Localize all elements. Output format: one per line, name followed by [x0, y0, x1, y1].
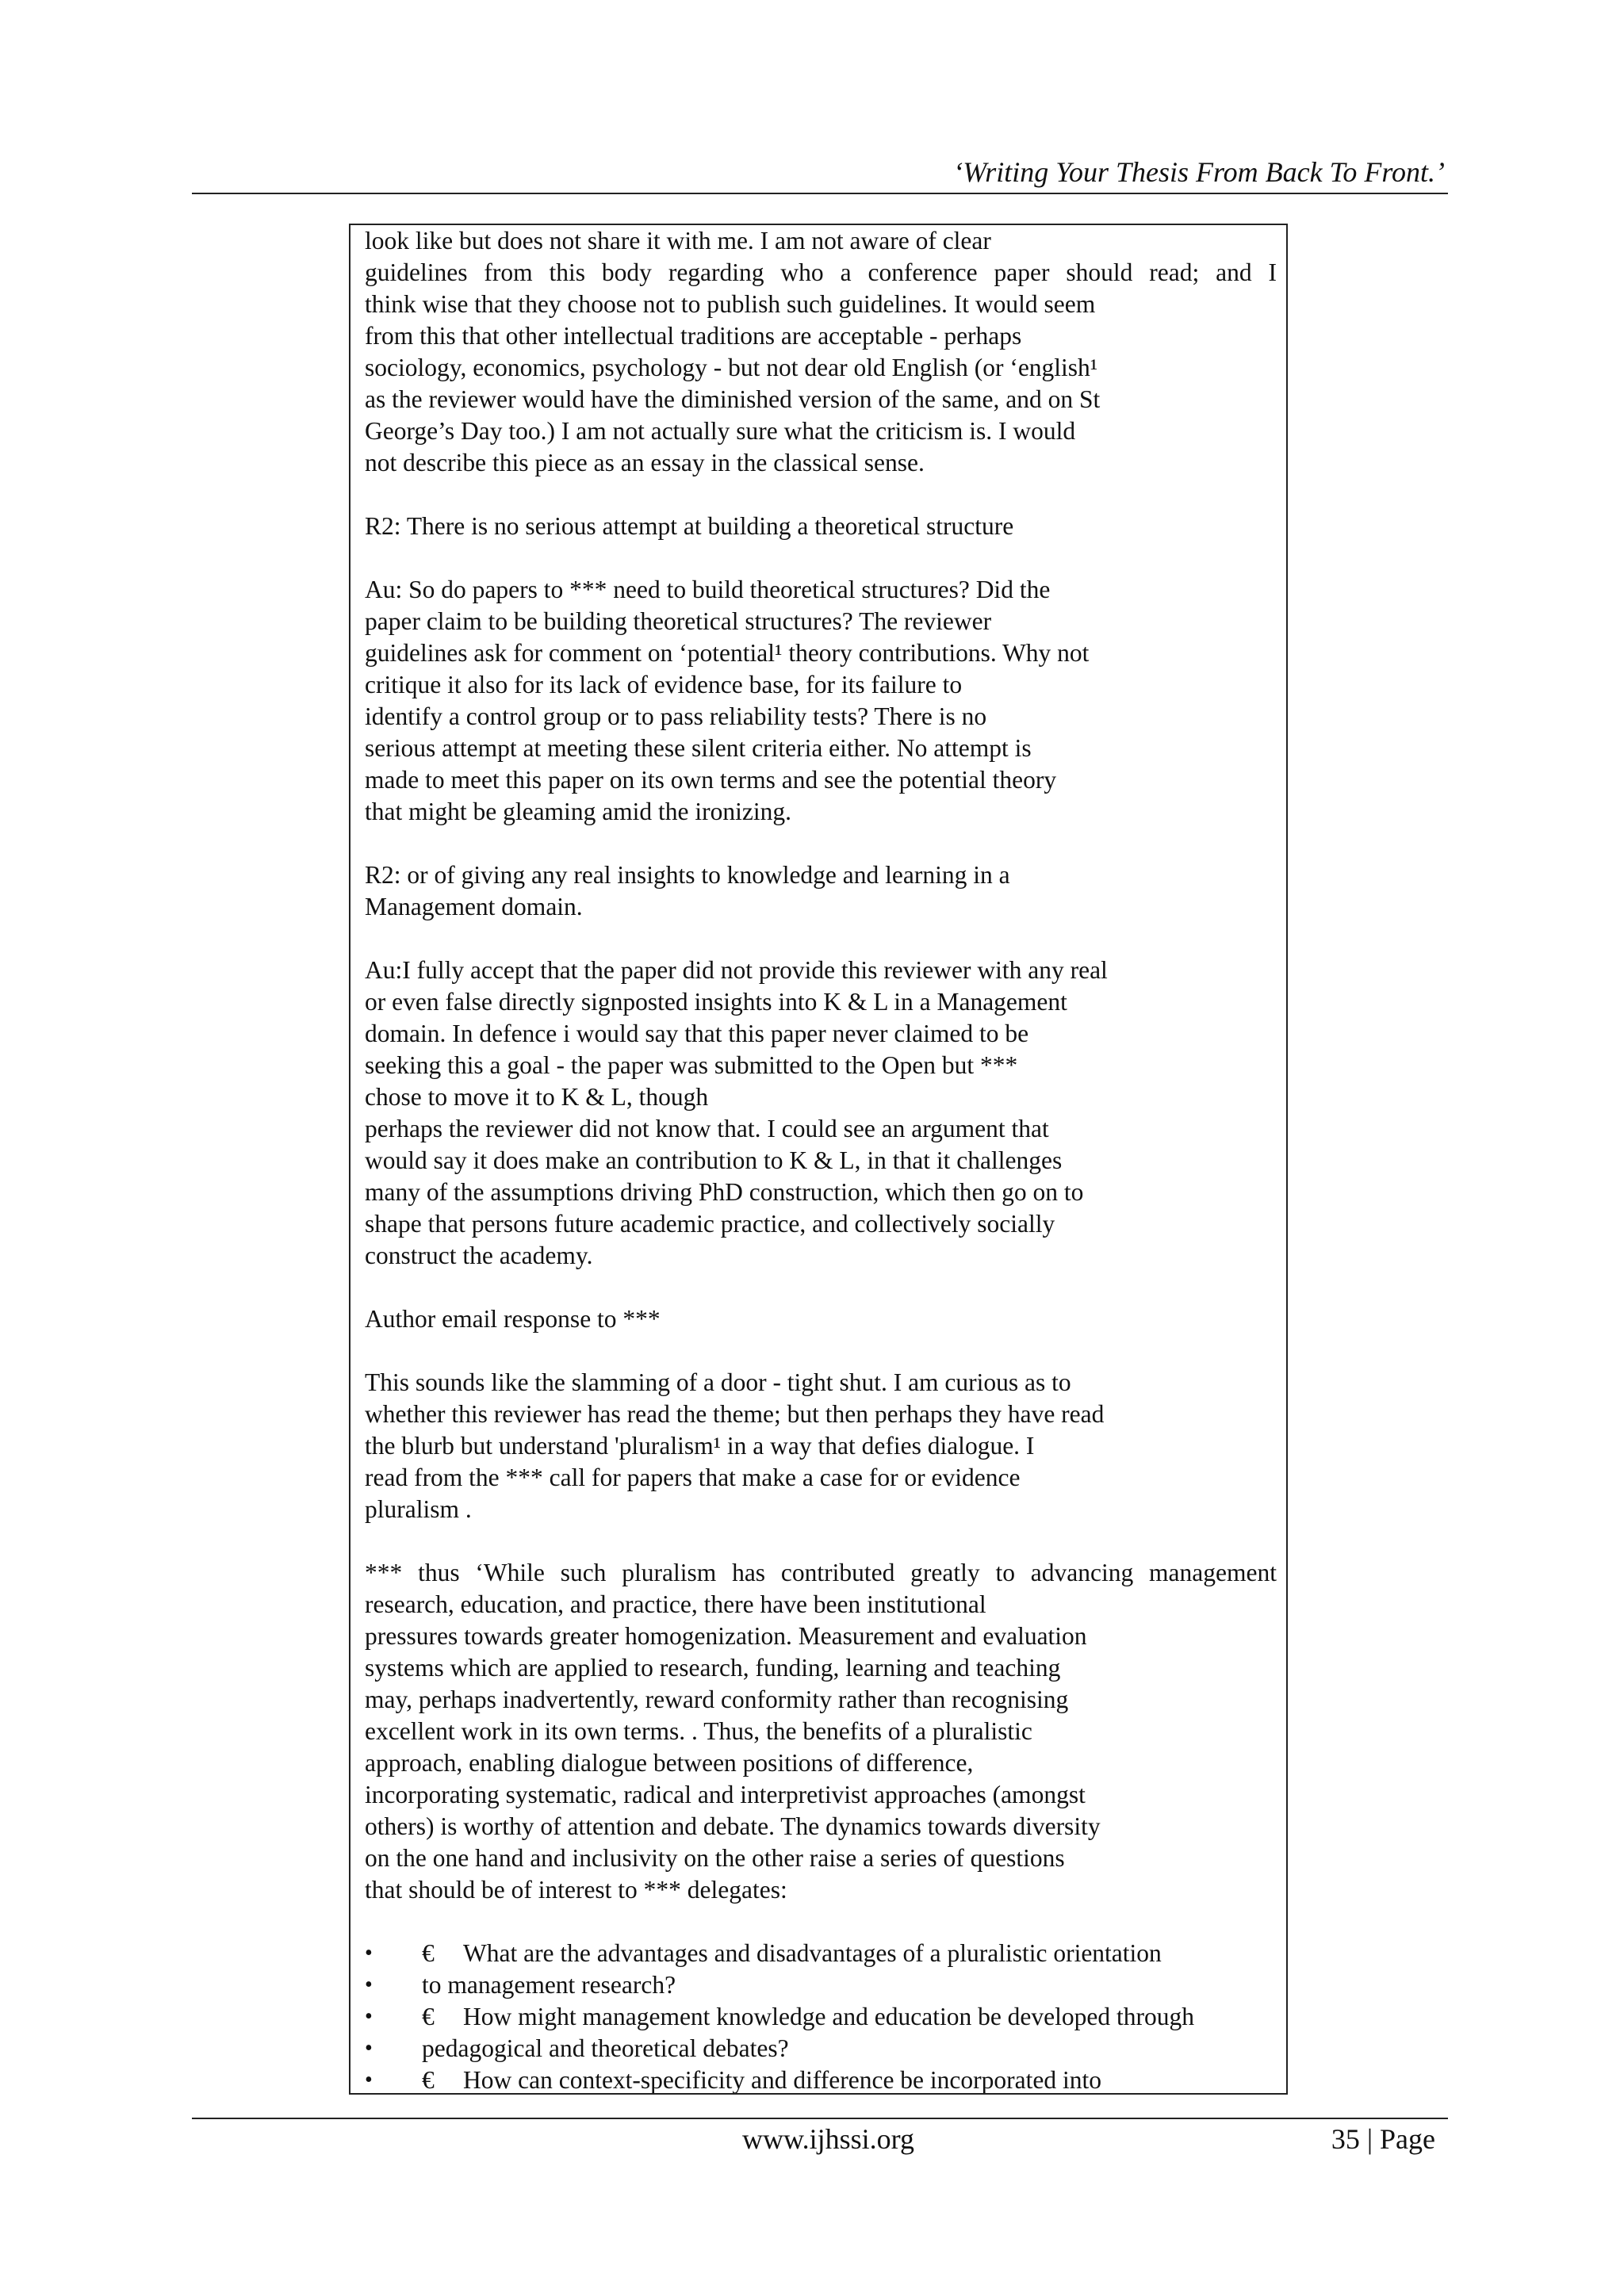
bullet-dot-icon: •: [365, 1973, 373, 1997]
text-line: shape that persons future academic practice, and collectively socially: [365, 1210, 1055, 1238]
bullet-mark: €: [422, 2003, 435, 2030]
quoted-review-box: [349, 224, 1288, 2095]
text-line: approach, enabling dialogue between positions of difference,: [365, 1749, 974, 1777]
text-line: pressures towards greater homogenization. Measurement and evaluation: [365, 1622, 1087, 1650]
bullet-item: [365, 2001, 1277, 2033]
text-line: paper claim to be building theoretical structures? The reviewer: [365, 607, 992, 635]
bullet-item: [365, 2064, 1277, 2095]
text-line: guidelines from this body regarding who a conference paper should read; and I: [365, 258, 1277, 286]
text-line: others) is worthy of attention and debate. The dynamics towards diversity: [365, 1812, 1101, 1840]
text-line: Au:I fully accept that the paper did not provide this reviewer with any real: [365, 956, 1108, 984]
paragraph-gap: [365, 1272, 1277, 1303]
running-header-title: ‘Writing Your Thesis From Back To Front.’: [953, 156, 1445, 188]
text-line: domain. In defence i would say that this paper never claimed to be: [365, 1020, 1029, 1047]
header-rule: [192, 193, 1448, 194]
bullet-dot-icon: •: [365, 2036, 373, 2061]
text-line: not describe this piece as an essay in the classical sense.: [365, 449, 925, 476]
text-line: pluralism .: [365, 1495, 472, 1523]
text-line: construct the academy.: [365, 1242, 593, 1269]
paragraph-gap: [365, 923, 1277, 955]
text-line: as the reviewer would have the diminished version of the same, and on St: [365, 385, 1101, 413]
text-line: *** thus ‘While such pluralism has contributed greatly to advancing management: [365, 1559, 1277, 1586]
text-line: incorporating systematic, radical and interpretivist approaches (amongst: [365, 1781, 1086, 1808]
footer-rule: [192, 2118, 1448, 2119]
bullet-text: [422, 1938, 1162, 1969]
bullet-item: [365, 2033, 1277, 2064]
text-line: research, education, and practice, there have been institutional: [365, 1590, 986, 1618]
text-line: read from the *** call for papers that make a case for or evidence: [365, 1464, 1021, 1491]
text-line: the blurb but understand 'pluralism¹ in a way that defies dialogue. I: [365, 1432, 1035, 1460]
paragraph-gap: [365, 479, 1277, 511]
footer-page-number: 35 | Page: [1331, 2123, 1435, 2155]
text-line: whether this reviewer has read the theme; but then perhaps they have read: [365, 1400, 1105, 1428]
text-line: sociology, economics, psychology - but not dear old English (or ‘english¹: [365, 354, 1098, 381]
text-line: look like but does not share it with me. I am not aware of clear: [365, 227, 991, 254]
bullet-label: How can context-specificity and difference be incorporated into: [463, 2066, 1101, 2094]
bullet-dot-icon: •: [365, 2068, 373, 2092]
bullet-dot-icon: •: [365, 2004, 373, 2029]
text-line: critique it also for its lack of evidence base, for its failure to: [365, 671, 963, 698]
bullet-dot-icon: •: [365, 1941, 373, 1965]
paragraph-gap: [365, 542, 1277, 574]
text-line: that might be gleaming amid the ironizing.: [365, 798, 792, 825]
bullet-mark: €: [422, 1939, 435, 1967]
bullet-text: [422, 2001, 1194, 2033]
paragraph-gap: [365, 1906, 1277, 1938]
bullet-text: [422, 2033, 789, 2064]
text-line: perhaps the reviewer did not know that. I could see an argument that: [365, 1115, 1049, 1142]
review-text-body: [365, 225, 1277, 2095]
bullet-label: to management research?: [422, 1971, 676, 1999]
footer-website: www.ijhssi.org: [742, 2123, 915, 2155]
bullet-item: [365, 1969, 1277, 2001]
text-line: serious attempt at meeting these silent criteria either. No attempt is: [365, 734, 1032, 762]
text-line: systems which are applied to research, funding, learning and teaching: [365, 1654, 1061, 1682]
bullet-mark: €: [422, 2066, 435, 2094]
text-line: R2: or of giving any real insights to knowledge and learning in a: [365, 861, 1010, 889]
text-line: made to meet this paper on its own terms and see the potential theory: [365, 766, 1057, 794]
bullet-label: How might management knowledge and education be developed through: [463, 2003, 1194, 2030]
text-line: would say it does make an contribution to K & L, in that it challenges: [365, 1146, 1063, 1174]
text-line: guidelines ask for comment on ‘potential¹ theory contributions. Why not: [365, 639, 1090, 667]
text-line: on the one hand and inclusivity on the other raise a series of questions: [365, 1844, 1065, 1872]
bullet-text: [422, 1969, 676, 2001]
text-line: seeking this a goal - the paper was submitted to the Open but ***: [365, 1051, 1018, 1079]
text-line: identify a control group or to pass reliability tests? There is no: [365, 702, 987, 730]
text-line: George’s Day too.) I am not actually sure what the criticism is. I would: [365, 417, 1076, 445]
bullet-text: [422, 2064, 1101, 2095]
paragraph-gap: [365, 828, 1277, 859]
text-line: Author email response to ***: [365, 1305, 661, 1333]
bullet-item: [365, 1938, 1277, 1969]
text-line: or even false directly signposted insights into K & L in a Management: [365, 988, 1067, 1016]
text-line: R2: There is no serious attempt at building a theoretical structure: [365, 512, 1014, 540]
text-line: Management domain.: [365, 893, 583, 920]
text-line: Au: So do papers to *** need to build theoretical structures? Did the: [365, 576, 1051, 603]
text-line: from this that other intellectual traditions are acceptable - perhaps: [365, 322, 1022, 350]
text-line: think wise that they choose not to publish such guidelines. It would seem: [365, 290, 1096, 318]
text-line: many of the assumptions driving PhD construction, which then go on to: [365, 1178, 1084, 1206]
text-line: chose to move it to K & L, though: [365, 1083, 709, 1111]
text-line: that should be of interest to *** delegates:: [365, 1876, 787, 1904]
text-line: This sounds like the slamming of a door - tight shut. I am curious as to: [365, 1368, 1071, 1396]
paragraph-gap: [365, 1335, 1277, 1367]
paragraph-gap: [365, 1525, 1277, 1557]
bullet-label: pedagogical and theoretical debates?: [422, 2034, 789, 2062]
bullet-label: What are the advantages and disadvantages of a pluralistic orientation: [463, 1939, 1162, 1967]
text-line: excellent work in its own terms. . Thus, the benefits of a pluralistic: [365, 1717, 1032, 1745]
text-line: may, perhaps inadvertently, reward conformity rather than recognising: [365, 1686, 1069, 1713]
